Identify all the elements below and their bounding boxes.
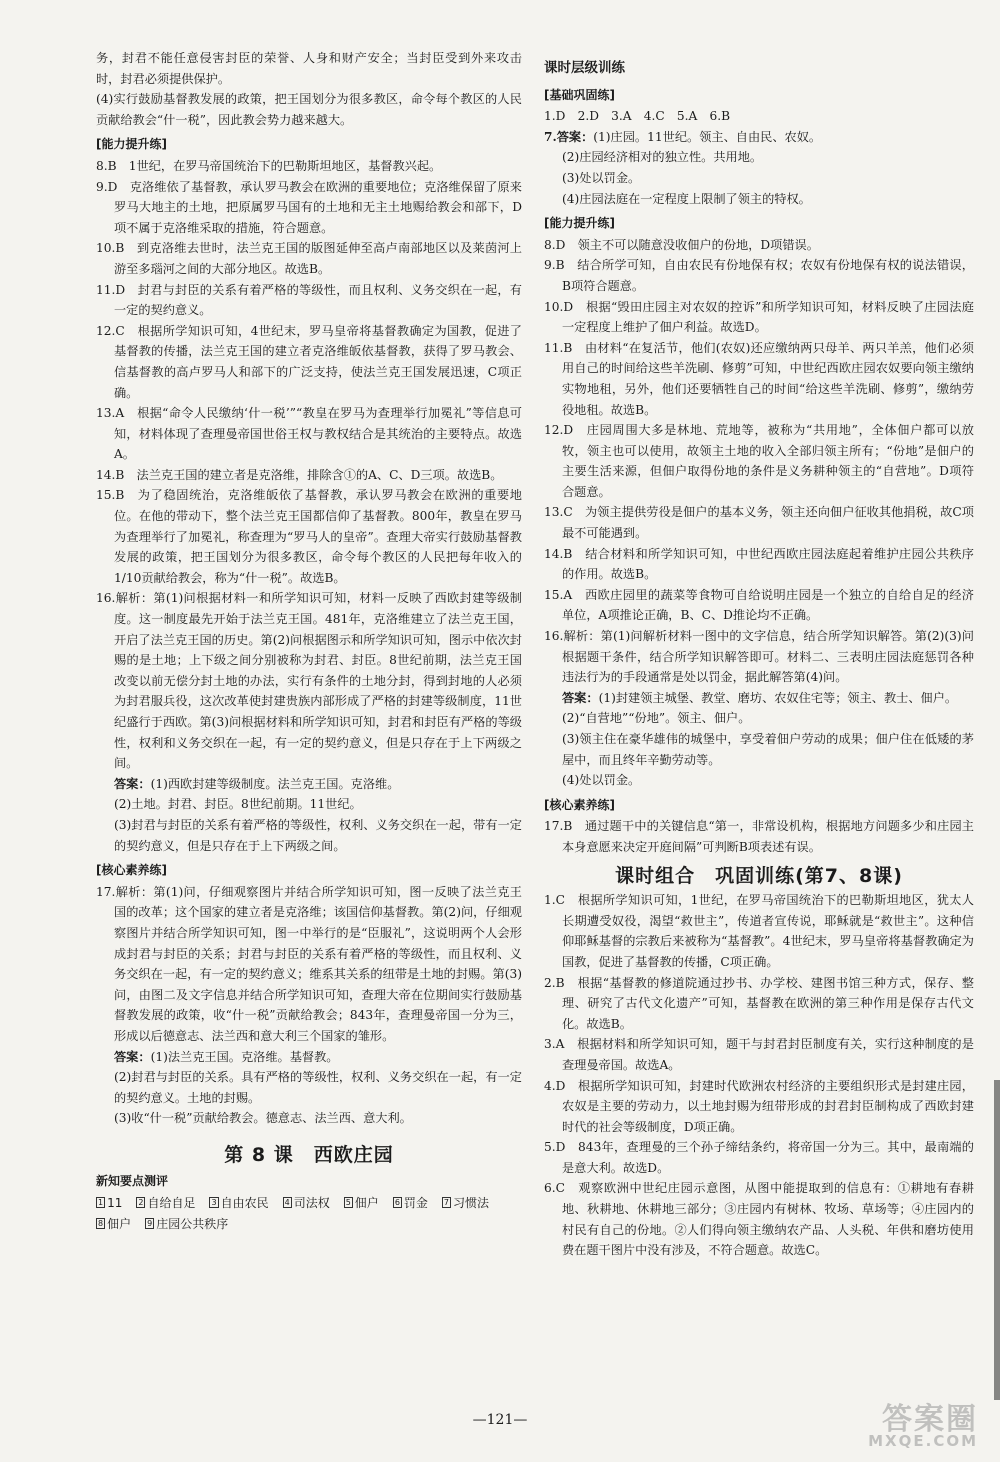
answer-text: (4)处以罚金。	[562, 773, 641, 788]
answer-text: (2)封君与封臣的关系。具有严格的等级性，权利、义务交织在一起，有一定的契约意义。土地的封赐。	[114, 1070, 522, 1105]
section-tag-ability: [能力提升练]	[96, 137, 167, 152]
answer-text: (4)庄园法庭在一定程度上限制了领主的特权。	[562, 191, 811, 206]
key-point: 9 庄园公共秩序	[147, 1217, 229, 1232]
answer-block	[544, 688, 974, 709]
answer-item: 11.B 由材料“在复活节，他们(农奴)还应缴纳两只母羊、两只羊羔，他们必须用自己的时间给这些羊洗刷、修剪”可知，中世纪西欧庄园农奴要向领主缴纳实物地租，另外，他们还要牺牲自己的时间“给这些羊洗刷、修剪”，缴纳劳役地租。故选B。	[544, 340, 974, 417]
combo-title: 课时组合 巩固训练(第7、8课)	[615, 864, 903, 887]
answer-item: 16.解析：第(1)问根据材料一和所学知识可知，材料一反映了西欧封建等级制度。这一制度最先开始于法兰克王国。481年，克洛维建立了法兰克王国，开启了法兰克王国的历史。第(2)问根据图示和所学知识可知，图示中依次封赐的是土地；上下级之间分别被称为封君、封臣。8世纪前期，法兰克王国改变以前无偿分封土地的办法，实行有条件的土地分封，得到封地的人必须为封君服兵役，这次改革使封建贵族内部形成了严格的封建等级制度，11世纪盛行于西欧。第(3)问根据材料和所学知识可知，封君和封臣有严格的等级性，权利和义务交织在一起，有一定的契约意义，但是只存在于上下两级之间。	[96, 591, 522, 771]
lesson-title: 第 8 课 西欧庄园	[224, 1143, 394, 1166]
answer-item: 4.D 根据所学知识可知，封建时代欧洲农村经济的主要组织形式是封建庄园，农奴是主要的劳动力，以土地封赐为纽带形成的封君封臣制构成了西欧封建时代的社会等级制度，D项正确。	[544, 1078, 974, 1134]
answer-item: 13.A 根据“命令人民缴纳‘什一税’”“教皇在罗马为查理举行加冕礼”等信息可知，材料体现了查理曼帝国世俗王权与教权结合是其统治的主要特点。故选A。	[96, 406, 522, 462]
continued-text: (4)实行鼓励基督教发展的政策，把王国划分为很多教区，命令每个教区的人民贡献给教会“什一税”，因此教会势力越来越大。	[96, 92, 522, 127]
section-tag-ability: [能力提升练]	[544, 216, 615, 231]
answer-text: (1)法兰克王国。克洛维。基督教。	[150, 1049, 339, 1064]
key-point: 7 习惯法	[443, 1196, 490, 1211]
page-edge-shadow	[994, 1080, 1000, 1400]
answer-block	[96, 774, 522, 795]
answer-item: 5.D 843年，查理曼的三个孙子缔结条约，将帝国一分为三。其中，最南端的是意大利。故选D。	[544, 1140, 974, 1175]
answer-item: 16.解析：第(1)问解析材料一图中的文字信息，结合所学知识解答。第(2)(3)问根据题干条件，结合所学知识解答即可。材料二、三表明庄园法庭惩罚各种违法行为的手段通常是处以罚金，据此解答第(4)问。	[544, 629, 974, 685]
answer-text: (3)领主住在豪华雄伟的城堡中，享受着佃户劳动的成果；佃户住在低矮的茅屋中，而且终年辛勤劳动等。	[562, 732, 974, 767]
answer-item: 6.C 观察欧洲中世纪庄园示意图，从图中能提取到的信息有：①耕地有春耕地、秋耕地、休耕地三部分；③庄园内有树林、牧场、草场等；④庄园内的村民有自己的份地。②人们得向领主缴纳农产品、人头税、年供和磨坊使用费在题干图片中没有涉及，不符合题意。故选C。	[544, 1181, 974, 1258]
answer-item: 15.B 为了稳固统治，克洛维皈依了基督教，承认罗马教会在欧洲的重要地位。在他的带动下，整个法兰克王国都信仰了基督教。800年，教皇在罗马为查理举行了加冕礼，称查理为“罗马人的皇帝”。查理大帝实行鼓励基督教发展的政策，把王国划分为很多教区，命令每个教区的人民把每年收入的1/10贡献给教会，称为“什一税”。故选B。	[96, 488, 522, 585]
answer-text: (1)庄园。11世纪。领主、自由民、农奴。	[593, 129, 822, 144]
answer-item: 3.A 根据材料和所学知识可知，题干与封君封臣制度有关，实行这种制度的是查理曼帝国。故选A。	[544, 1037, 974, 1072]
answer-label: 7.答案：	[544, 129, 594, 144]
watermark-logo	[818, 1394, 978, 1450]
answer-item: 1.C 根据所学知识可知，1世纪，在罗马帝国统治下的巴勒斯坦地区，犹太人长期遭受奴役，渴望“救世主”，传道者宣传说，耶稣就是“救世主”。这种信仰耶稣基督的宗教后来被称为“基督教”。4世纪末，罗马皇帝将基督教确定为国教，促进了基督教的传播，C项正确。	[544, 893, 974, 969]
key-point: 2 自给自足	[138, 1196, 196, 1211]
answer-item: 14.B 法兰克王国的建立者是克洛维，排除含①的A、C、D三项。故选B。	[96, 467, 503, 482]
answer-label: 答案：	[562, 690, 599, 705]
answer-text: (2)“自营地”“份地”。领主、佃户。	[562, 711, 751, 726]
answer-item: 13.C 为领主提供劳役是佃户的基本义务，领主还向佃户征收其他捐税，故C项最不可能遇到。	[544, 505, 974, 541]
page-number: —121—	[472, 1412, 528, 1428]
answer-text: (2)土地。封君、封臣。8世纪前期。11世纪。	[114, 797, 362, 812]
continued-text: 务，封君不能任意侵害封臣的荣誉、人身和财产安全；当封臣受到外来攻击时，封君必须提供保护。	[96, 51, 522, 86]
key-point: 6 罚金	[394, 1196, 428, 1211]
key-point: 8 佃户	[98, 1217, 132, 1232]
answer-item: 12.C 根据所学知识可知，4世纪末，罗马皇帝将基督教确定为国教，促进了基督教的传播，法兰克王国的建立者克洛维皈依基督教，获得了罗马教会、信基督教的高卢罗马人和部下的广泛支持，使法兰克王国发展迅速，C项正确。	[96, 323, 522, 400]
answer-item: 8.B 1世纪，在罗马帝国统治下的巴勒斯坦地区，基督教兴起。	[96, 158, 442, 173]
key-point: 4 司法权	[284, 1196, 330, 1211]
answer-item: 11.D 封君与封臣的关系有着严格的等级性，而且权利、义务交织在一起，有一定的契约意义。	[96, 282, 522, 318]
key-point: 3 自由农民	[211, 1196, 269, 1211]
answer-item: 9.D 克洛维依了基督教，承认罗马教会在欧洲的重要地位；克洛维保留了原来罗马大地主的土地，把原属罗马国有的土地和无主土地赐给教会和部下，D项不属于克洛维采取的措施，符合题意。	[96, 179, 522, 235]
answer-label: 答案：	[114, 1049, 151, 1064]
key-point: 1 11	[98, 1196, 123, 1211]
answer-block	[544, 127, 974, 148]
right-column	[544, 48, 974, 1261]
answer-item: 10.B 到克洛维去世时，法兰克王国的版图延伸至高卢南部地区以及莱茵河上游至多瑙河之间的大部分地区。故选B。	[96, 241, 522, 276]
answer-text: (1)封建领主城堡、教堂、磨坊、农奴住宅等；领主、教士、佃户。	[598, 690, 958, 705]
new-knowledge-heading: 新知要点测评	[96, 1174, 169, 1189]
answer-item: 9.B 结合所学可知，自由农民有份地保有权；农奴有份地保有权的说法错误，B项符合题意。	[544, 258, 974, 293]
section-tag-core: [核心素养练]	[96, 863, 167, 878]
answer-label: 答案：	[114, 776, 151, 791]
answer-text: (2)庄园经济相对的独立性。共用地。	[562, 150, 763, 165]
section-tag-basic: [基础巩固练]	[544, 87, 615, 102]
answer-item: 15.A 西欧庄园里的蔬菜等食物可自给说明庄园是一个独立的自给自足的经济单位，A项推论正确，B、C、D推论均不正确。	[544, 587, 974, 623]
answer-item: 17.解析：第(1)问，仔细观察图片并结合所学知识可知，图一反映了法兰克王国的改革；这个国家的建立者是克洛维；该国信仰基督教。第(2)问，仔细观察图片并结合所学知识可知，图一中举行的是“臣服礼”，这说明两个人会形成封君与封臣的关系；封君与封臣的关系有着严格的等级性，而且权利、义务交织在一起，有一定的契约意义；维系其关系的纽带是土地的封赐。第(3)问，由图二及文字信息并结合所学知识可知，查理大帝在位期间实行鼓励基督教发展的政策，收“什一税”贡献给教会；843年，查理曼帝国一分为三，形成以后德意志、法兰西和意大利三个国家的雏形。	[96, 884, 522, 1043]
answer-item: 14.B 结合材料和所学知识可知，中世纪西欧庄园法庭起着维护庄园公共秩序的作用。故选B。	[544, 546, 974, 582]
answer-item: 2.B 根据“基督教的修道院通过抄书、办学校、建图书馆三种方式，保存、整理、研究了古代文化遗产”可知，基督教在欧洲的第三种作用是保存古代文化。故选B。	[544, 975, 974, 1031]
key-point: 5 佃户	[345, 1196, 379, 1211]
answer-item: 17.B 通过题干中的关键信息“第一，非常设机构，根据地方问题多少和庄园主本身意愿来决定开庭间隔”可判断B项表述有误。	[544, 819, 974, 854]
section-tag-core: [核心素养练]	[544, 797, 615, 812]
answer-item: 8.D 领主不可以随意没收佃户的份地，D项错误。	[544, 237, 819, 252]
watermark-text: 答案圈	[882, 1402, 978, 1437]
answer-text: (3)收“什一税”贡献给教会。德意志、法兰西、意大利。	[114, 1111, 412, 1126]
answer-text: (1)西欧封建等级制度。法兰克王国。克洛维。	[150, 776, 400, 791]
watermark-url: MXQE.COM	[868, 1432, 978, 1450]
answer-block	[96, 1047, 522, 1068]
answer-item: 12.D 庄园周围大多是林地、荒地等，被称为“共用地”，全体佃户都可以放牧，领主也可以使用，故领主土地的收入全部归领主所有；“份地”是佃户的主要生活来源，但佃户取得份地的条件是义务耕种领主的“自营地”。D项符合题意。	[544, 423, 974, 499]
key-points	[96, 1193, 522, 1235]
answer-text: (3)处以罚金。	[562, 170, 641, 185]
answer-line: 1.D 2.D 3.A 4.C 5.A 6.B	[544, 109, 731, 124]
answer-text: (3)封君与封臣的关系有着严格的等级性，权利、义务交织在一起，带有一定的契约意义，但是只存在于上下两级之间。	[114, 817, 522, 853]
section-heading: 课时层级训练	[544, 60, 625, 76]
left-column	[96, 48, 522, 1235]
answer-item: 10.D 根据“毁田庄园主对农奴的控诉”和所学知识可知，材料反映了庄园法庭一定程度上维护了佃户利益。故选D。	[544, 299, 974, 335]
